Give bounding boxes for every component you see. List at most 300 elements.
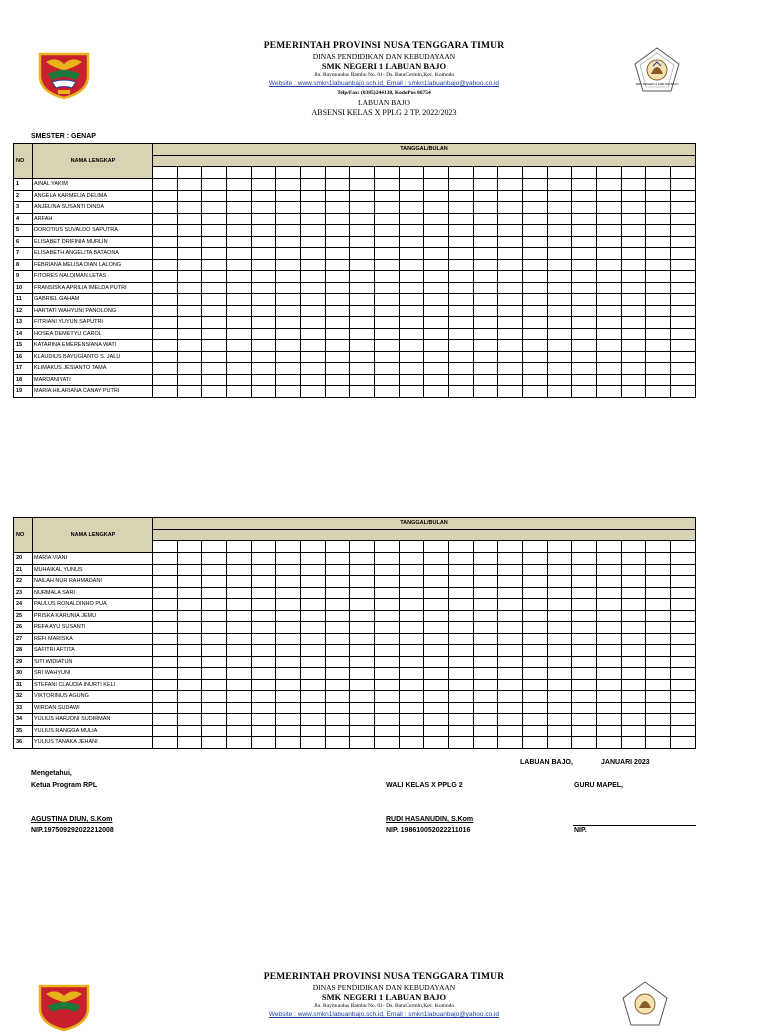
attendance-cell[interactable] (227, 645, 252, 657)
attendance-cell[interactable] (523, 386, 548, 398)
attendance-cell[interactable] (251, 179, 276, 191)
attendance-cell[interactable] (523, 737, 548, 749)
attendance-cell[interactable] (498, 679, 523, 691)
attendance-cell[interactable] (375, 213, 400, 225)
attendance-cell[interactable] (399, 610, 424, 622)
attendance-cell[interactable] (572, 610, 597, 622)
attendance-cell[interactable] (572, 259, 597, 271)
attendance-cell[interactable] (325, 213, 350, 225)
attendance-cell[interactable] (572, 668, 597, 680)
attendance-cell[interactable] (572, 225, 597, 237)
attendance-cell[interactable] (177, 374, 202, 386)
attendance-cell[interactable] (227, 363, 252, 375)
attendance-cell[interactable] (671, 668, 696, 680)
attendance-cell[interactable] (177, 610, 202, 622)
attendance-cell[interactable] (547, 622, 572, 634)
attendance-cell[interactable] (597, 351, 622, 363)
attendance-cell[interactable] (325, 622, 350, 634)
attendance-cell[interactable] (375, 386, 400, 398)
attendance-cell[interactable] (227, 576, 252, 588)
attendance-cell[interactable] (621, 282, 646, 294)
attendance-cell[interactable] (375, 599, 400, 611)
attendance-cell[interactable] (547, 714, 572, 726)
attendance-cell[interactable] (547, 236, 572, 248)
attendance-cell[interactable] (597, 656, 622, 668)
attendance-cell[interactable] (523, 282, 548, 294)
attendance-cell[interactable] (473, 236, 498, 248)
attendance-cell[interactable] (597, 599, 622, 611)
attendance-cell[interactable] (424, 294, 449, 306)
attendance-cell[interactable] (227, 305, 252, 317)
attendance-cell[interactable] (276, 576, 301, 588)
attendance-cell[interactable] (301, 610, 326, 622)
attendance-cell[interactable] (621, 340, 646, 352)
attendance-cell[interactable] (325, 225, 350, 237)
attendance-cell[interactable] (325, 294, 350, 306)
attendance-cell[interactable] (424, 179, 449, 191)
attendance-cell[interactable] (325, 610, 350, 622)
attendance-cell[interactable] (646, 236, 671, 248)
attendance-cell[interactable] (646, 576, 671, 588)
attendance-cell[interactable] (251, 236, 276, 248)
attendance-cell[interactable] (449, 202, 474, 214)
attendance-cell[interactable] (547, 248, 572, 260)
attendance-cell[interactable] (449, 576, 474, 588)
attendance-cell[interactable] (399, 679, 424, 691)
attendance-cell[interactable] (153, 599, 178, 611)
attendance-cell[interactable] (597, 737, 622, 749)
attendance-cell[interactable] (350, 622, 375, 634)
attendance-cell[interactable] (498, 225, 523, 237)
attendance-cell[interactable] (473, 679, 498, 691)
attendance-cell[interactable] (597, 190, 622, 202)
attendance-cell[interactable] (227, 236, 252, 248)
attendance-cell[interactable] (227, 599, 252, 611)
attendance-cell[interactable] (153, 386, 178, 398)
attendance-cell[interactable] (251, 656, 276, 668)
attendance-cell[interactable] (671, 702, 696, 714)
attendance-cell[interactable] (424, 340, 449, 352)
attendance-cell[interactable] (276, 305, 301, 317)
attendance-cell[interactable] (498, 213, 523, 225)
attendance-cell[interactable] (473, 363, 498, 375)
attendance-cell[interactable] (325, 564, 350, 576)
attendance-cell[interactable] (671, 317, 696, 329)
attendance-cell[interactable] (202, 725, 227, 737)
attendance-cell[interactable] (251, 271, 276, 283)
attendance-cell[interactable] (621, 213, 646, 225)
attendance-cell[interactable] (671, 587, 696, 599)
attendance-cell[interactable] (597, 587, 622, 599)
attendance-cell[interactable] (301, 225, 326, 237)
attendance-cell[interactable] (449, 294, 474, 306)
attendance-cell[interactable] (251, 282, 276, 294)
attendance-cell[interactable] (202, 714, 227, 726)
attendance-cell[interactable] (449, 386, 474, 398)
attendance-cell[interactable] (375, 179, 400, 191)
attendance-cell[interactable] (547, 737, 572, 749)
attendance-cell[interactable] (572, 576, 597, 588)
attendance-cell[interactable] (547, 351, 572, 363)
attendance-cell[interactable] (251, 213, 276, 225)
attendance-cell[interactable] (177, 576, 202, 588)
attendance-cell[interactable] (177, 702, 202, 714)
attendance-cell[interactable] (572, 564, 597, 576)
attendance-cell[interactable] (325, 179, 350, 191)
attendance-cell[interactable] (646, 317, 671, 329)
attendance-cell[interactable] (375, 259, 400, 271)
attendance-cell[interactable] (597, 386, 622, 398)
attendance-cell[interactable] (547, 702, 572, 714)
attendance-cell[interactable] (449, 679, 474, 691)
attendance-cell[interactable] (153, 340, 178, 352)
attendance-cell[interactable] (498, 702, 523, 714)
attendance-cell[interactable] (473, 305, 498, 317)
attendance-cell[interactable] (325, 374, 350, 386)
attendance-cell[interactable] (325, 587, 350, 599)
attendance-cell[interactable] (202, 179, 227, 191)
attendance-cell[interactable] (251, 340, 276, 352)
attendance-cell[interactable] (646, 645, 671, 657)
attendance-cell[interactable] (523, 564, 548, 576)
attendance-cell[interactable] (671, 599, 696, 611)
attendance-cell[interactable] (424, 282, 449, 294)
attendance-cell[interactable] (498, 587, 523, 599)
attendance-cell[interactable] (177, 668, 202, 680)
attendance-cell[interactable] (276, 656, 301, 668)
attendance-cell[interactable] (153, 328, 178, 340)
attendance-cell[interactable] (547, 282, 572, 294)
attendance-cell[interactable] (301, 599, 326, 611)
attendance-cell[interactable] (325, 679, 350, 691)
attendance-cell[interactable] (276, 564, 301, 576)
attendance-cell[interactable] (523, 702, 548, 714)
attendance-cell[interactable] (350, 576, 375, 588)
attendance-cell[interactable] (399, 317, 424, 329)
attendance-cell[interactable] (498, 656, 523, 668)
attendance-cell[interactable] (646, 564, 671, 576)
attendance-cell[interactable] (399, 645, 424, 657)
attendance-cell[interactable] (399, 599, 424, 611)
attendance-cell[interactable] (301, 202, 326, 214)
attendance-cell[interactable] (449, 645, 474, 657)
attendance-cell[interactable] (251, 294, 276, 306)
attendance-cell[interactable] (547, 576, 572, 588)
attendance-cell[interactable] (177, 340, 202, 352)
attendance-cell[interactable] (276, 553, 301, 565)
attendance-cell[interactable] (227, 213, 252, 225)
attendance-cell[interactable] (399, 725, 424, 737)
attendance-cell[interactable] (424, 587, 449, 599)
attendance-cell[interactable] (399, 271, 424, 283)
attendance-cell[interactable] (473, 351, 498, 363)
attendance-cell[interactable] (572, 328, 597, 340)
attendance-cell[interactable] (276, 317, 301, 329)
attendance-cell[interactable] (547, 271, 572, 283)
attendance-cell[interactable] (325, 633, 350, 645)
attendance-cell[interactable] (325, 202, 350, 214)
attendance-cell[interactable] (399, 363, 424, 375)
attendance-cell[interactable] (498, 576, 523, 588)
attendance-cell[interactable] (375, 610, 400, 622)
attendance-cell[interactable] (251, 363, 276, 375)
attendance-cell[interactable] (523, 305, 548, 317)
attendance-cell[interactable] (498, 725, 523, 737)
attendance-cell[interactable] (177, 725, 202, 737)
attendance-cell[interactable] (227, 374, 252, 386)
attendance-cell[interactable] (375, 190, 400, 202)
attendance-cell[interactable] (572, 248, 597, 260)
attendance-cell[interactable] (621, 714, 646, 726)
attendance-cell[interactable] (671, 213, 696, 225)
attendance-cell[interactable] (227, 668, 252, 680)
attendance-cell[interactable] (671, 294, 696, 306)
attendance-cell[interactable] (597, 294, 622, 306)
attendance-cell[interactable] (202, 564, 227, 576)
attendance-cell[interactable] (424, 259, 449, 271)
attendance-cell[interactable] (202, 190, 227, 202)
attendance-cell[interactable] (153, 294, 178, 306)
attendance-cell[interactable] (399, 714, 424, 726)
attendance-cell[interactable] (646, 282, 671, 294)
attendance-cell[interactable] (523, 553, 548, 565)
attendance-cell[interactable] (621, 294, 646, 306)
attendance-cell[interactable] (646, 294, 671, 306)
attendance-cell[interactable] (375, 271, 400, 283)
attendance-cell[interactable] (572, 202, 597, 214)
attendance-cell[interactable] (646, 679, 671, 691)
attendance-cell[interactable] (597, 725, 622, 737)
attendance-cell[interactable] (177, 633, 202, 645)
attendance-cell[interactable] (424, 202, 449, 214)
attendance-cell[interactable] (177, 190, 202, 202)
attendance-cell[interactable] (202, 622, 227, 634)
attendance-cell[interactable] (547, 668, 572, 680)
attendance-cell[interactable] (153, 587, 178, 599)
attendance-cell[interactable] (251, 317, 276, 329)
attendance-cell[interactable] (276, 294, 301, 306)
attendance-cell[interactable] (301, 259, 326, 271)
attendance-cell[interactable] (498, 305, 523, 317)
attendance-cell[interactable] (646, 225, 671, 237)
attendance-cell[interactable] (375, 679, 400, 691)
attendance-cell[interactable] (572, 351, 597, 363)
attendance-cell[interactable] (202, 248, 227, 260)
attendance-cell[interactable] (424, 351, 449, 363)
attendance-cell[interactable] (498, 190, 523, 202)
attendance-cell[interactable] (276, 271, 301, 283)
attendance-cell[interactable] (375, 294, 400, 306)
attendance-cell[interactable] (227, 259, 252, 271)
attendance-cell[interactable] (473, 179, 498, 191)
attendance-cell[interactable] (572, 702, 597, 714)
attendance-cell[interactable] (473, 691, 498, 703)
attendance-cell[interactable] (646, 725, 671, 737)
attendance-cell[interactable] (177, 714, 202, 726)
attendance-cell[interactable] (424, 317, 449, 329)
attendance-cell[interactable] (449, 259, 474, 271)
attendance-cell[interactable] (251, 622, 276, 634)
attendance-cell[interactable] (572, 714, 597, 726)
attendance-cell[interactable] (498, 340, 523, 352)
attendance-cell[interactable] (424, 668, 449, 680)
attendance-cell[interactable] (424, 714, 449, 726)
attendance-cell[interactable] (301, 656, 326, 668)
attendance-cell[interactable] (572, 271, 597, 283)
attendance-cell[interactable] (547, 190, 572, 202)
attendance-cell[interactable] (621, 374, 646, 386)
attendance-cell[interactable] (301, 351, 326, 363)
attendance-cell[interactable] (399, 225, 424, 237)
attendance-cell[interactable] (523, 271, 548, 283)
attendance-cell[interactable] (251, 328, 276, 340)
attendance-cell[interactable] (251, 668, 276, 680)
attendance-cell[interactable] (153, 679, 178, 691)
attendance-cell[interactable] (671, 328, 696, 340)
attendance-cell[interactable] (177, 599, 202, 611)
attendance-cell[interactable] (424, 599, 449, 611)
attendance-cell[interactable] (671, 190, 696, 202)
attendance-cell[interactable] (621, 363, 646, 375)
attendance-cell[interactable] (449, 633, 474, 645)
attendance-cell[interactable] (301, 622, 326, 634)
attendance-cell[interactable] (350, 248, 375, 260)
attendance-cell[interactable] (473, 668, 498, 680)
attendance-cell[interactable] (523, 179, 548, 191)
attendance-cell[interactable] (202, 305, 227, 317)
attendance-cell[interactable] (276, 587, 301, 599)
attendance-cell[interactable] (276, 213, 301, 225)
attendance-cell[interactable] (621, 576, 646, 588)
attendance-cell[interactable] (350, 236, 375, 248)
attendance-cell[interactable] (375, 305, 400, 317)
header-web-email[interactable]: Website : www.smkn1labuanbajo.sch.id, Email : smkn1labuanbajo@yahoo.co.id (268, 80, 500, 87)
attendance-cell[interactable] (301, 305, 326, 317)
attendance-cell[interactable] (449, 599, 474, 611)
attendance-cell[interactable] (424, 386, 449, 398)
attendance-cell[interactable] (646, 271, 671, 283)
attendance-cell[interactable] (301, 633, 326, 645)
attendance-cell[interactable] (621, 622, 646, 634)
attendance-cell[interactable] (547, 374, 572, 386)
attendance-cell[interactable] (153, 317, 178, 329)
attendance-cell[interactable] (153, 225, 178, 237)
attendance-cell[interactable] (375, 668, 400, 680)
attendance-cell[interactable] (646, 305, 671, 317)
attendance-cell[interactable] (350, 317, 375, 329)
attendance-cell[interactable] (276, 691, 301, 703)
attendance-cell[interactable] (498, 691, 523, 703)
attendance-cell[interactable] (202, 363, 227, 375)
attendance-cell[interactable] (177, 553, 202, 565)
attendance-cell[interactable] (547, 564, 572, 576)
attendance-cell[interactable] (473, 317, 498, 329)
attendance-cell[interactable] (399, 351, 424, 363)
attendance-cell[interactable] (399, 622, 424, 634)
attendance-cell[interactable] (251, 259, 276, 271)
attendance-cell[interactable] (597, 259, 622, 271)
attendance-cell[interactable] (572, 645, 597, 657)
attendance-cell[interactable] (671, 610, 696, 622)
attendance-cell[interactable] (523, 633, 548, 645)
attendance-cell[interactable] (325, 553, 350, 565)
attendance-cell[interactable] (523, 374, 548, 386)
attendance-cell[interactable] (671, 340, 696, 352)
attendance-cell[interactable] (597, 179, 622, 191)
attendance-cell[interactable] (597, 645, 622, 657)
attendance-cell[interactable] (449, 725, 474, 737)
attendance-cell[interactable] (572, 386, 597, 398)
attendance-cell[interactable] (547, 599, 572, 611)
attendance-cell[interactable] (350, 610, 375, 622)
attendance-cell[interactable] (350, 340, 375, 352)
attendance-cell[interactable] (449, 351, 474, 363)
attendance-cell[interactable] (572, 282, 597, 294)
attendance-cell[interactable] (325, 248, 350, 260)
attendance-cell[interactable] (424, 305, 449, 317)
attendance-cell[interactable] (646, 702, 671, 714)
attendance-cell[interactable] (473, 737, 498, 749)
attendance-cell[interactable] (325, 599, 350, 611)
attendance-cell[interactable] (202, 679, 227, 691)
attendance-cell[interactable] (399, 374, 424, 386)
attendance-cell[interactable] (153, 633, 178, 645)
attendance-cell[interactable] (399, 564, 424, 576)
attendance-cell[interactable] (375, 622, 400, 634)
attendance-cell[interactable] (177, 679, 202, 691)
attendance-cell[interactable] (177, 294, 202, 306)
attendance-cell[interactable] (646, 179, 671, 191)
attendance-cell[interactable] (498, 564, 523, 576)
attendance-cell[interactable] (473, 374, 498, 386)
attendance-cell[interactable] (646, 668, 671, 680)
attendance-cell[interactable] (227, 225, 252, 237)
attendance-cell[interactable] (473, 725, 498, 737)
attendance-cell[interactable] (350, 213, 375, 225)
attendance-cell[interactable] (153, 236, 178, 248)
attendance-cell[interactable] (424, 645, 449, 657)
attendance-cell[interactable] (177, 351, 202, 363)
attendance-cell[interactable] (547, 259, 572, 271)
attendance-cell[interactable] (350, 702, 375, 714)
attendance-cell[interactable] (350, 363, 375, 375)
attendance-cell[interactable] (202, 386, 227, 398)
attendance-cell[interactable] (350, 282, 375, 294)
attendance-cell[interactable] (523, 622, 548, 634)
attendance-cell[interactable] (350, 737, 375, 749)
attendance-cell[interactable] (153, 737, 178, 749)
attendance-cell[interactable] (473, 622, 498, 634)
attendance-cell[interactable] (227, 691, 252, 703)
attendance-cell[interactable] (671, 691, 696, 703)
attendance-cell[interactable] (597, 271, 622, 283)
attendance-cell[interactable] (523, 259, 548, 271)
attendance-cell[interactable] (375, 576, 400, 588)
attendance-cell[interactable] (473, 202, 498, 214)
attendance-cell[interactable] (449, 374, 474, 386)
attendance-cell[interactable] (449, 282, 474, 294)
attendance-cell[interactable] (523, 599, 548, 611)
attendance-cell[interactable] (276, 679, 301, 691)
attendance-cell[interactable] (301, 668, 326, 680)
attendance-cell[interactable] (547, 610, 572, 622)
attendance-cell[interactable] (251, 725, 276, 737)
attendance-cell[interactable] (177, 622, 202, 634)
attendance-cell[interactable] (646, 213, 671, 225)
attendance-cell[interactable] (498, 317, 523, 329)
attendance-cell[interactable] (227, 340, 252, 352)
attendance-cell[interactable] (251, 564, 276, 576)
